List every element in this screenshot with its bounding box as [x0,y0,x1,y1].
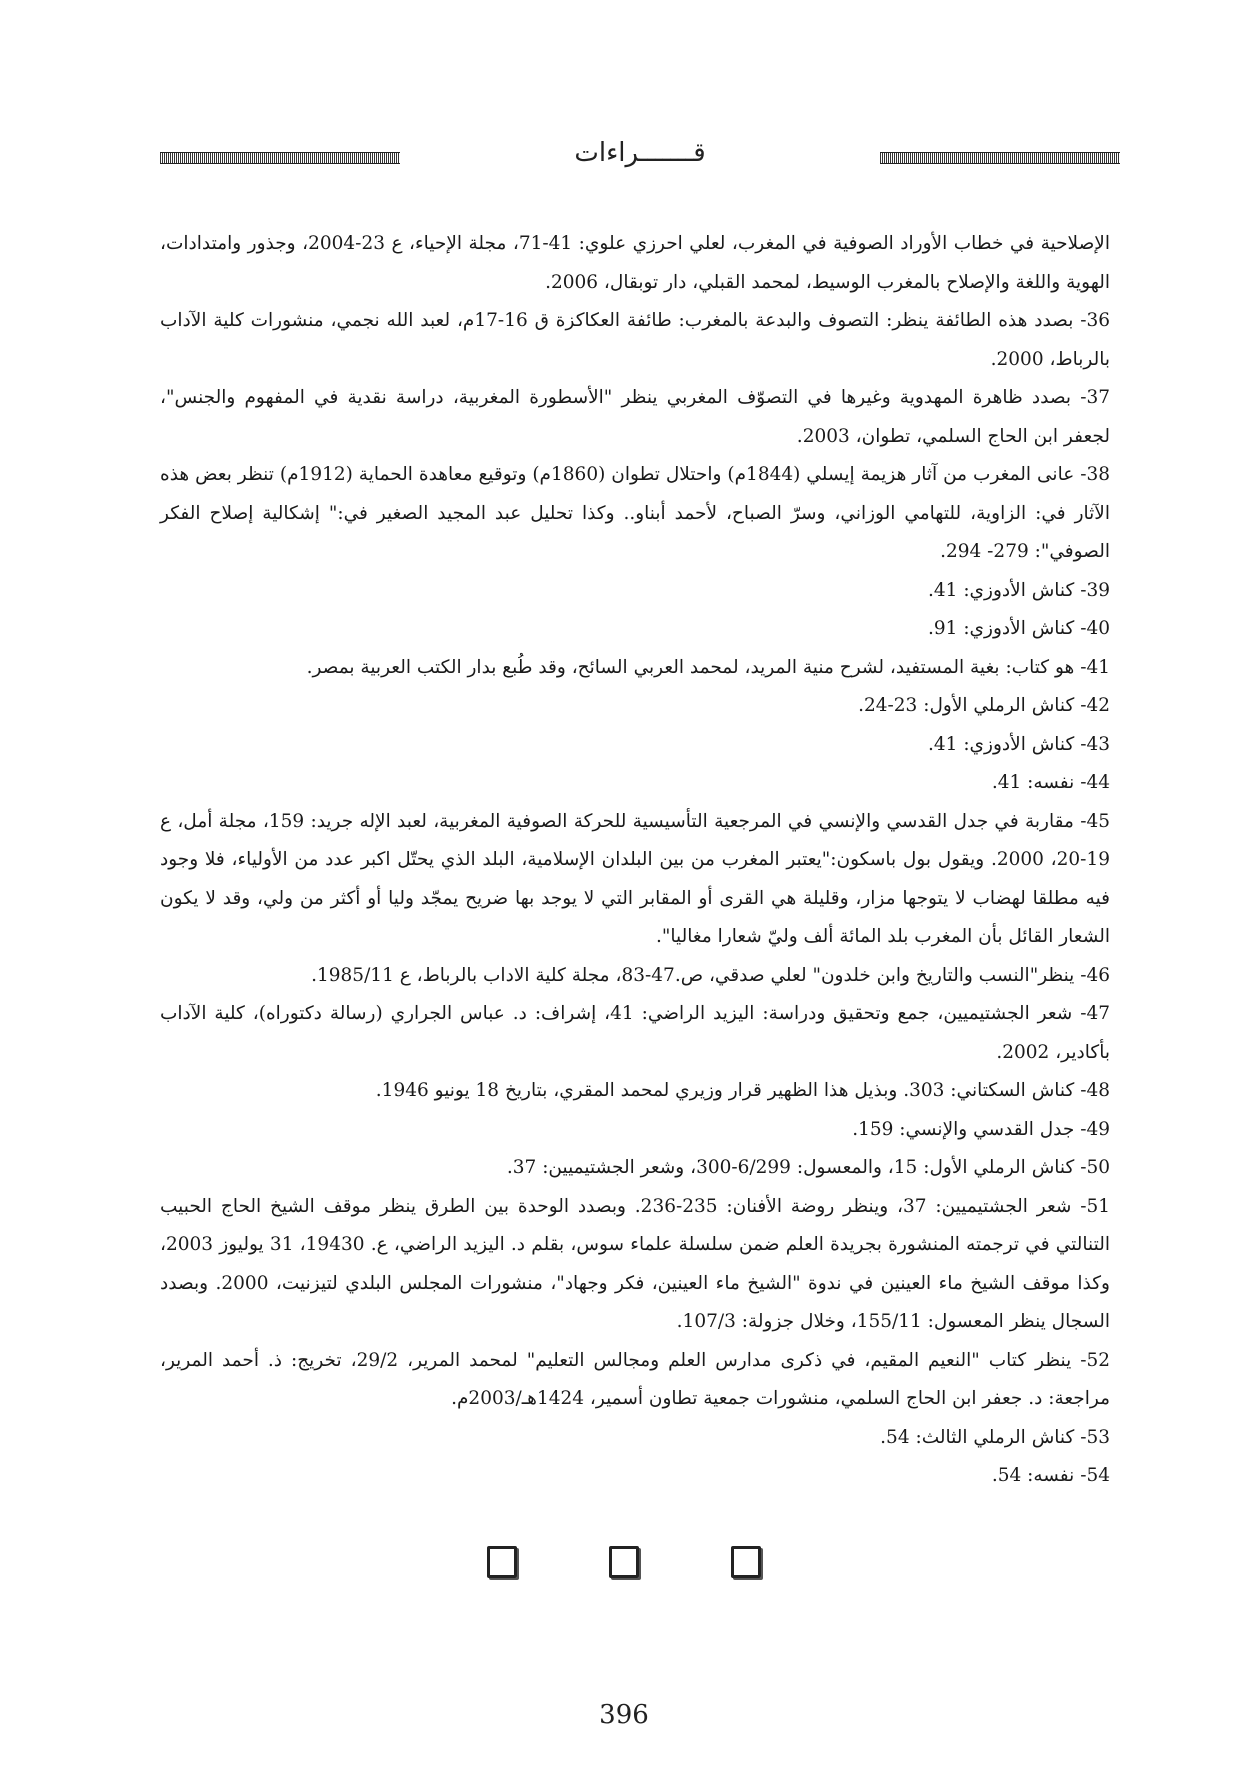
ornament-box-icon [731,1546,761,1578]
note-48: 48- كناش السكتاني: 303. وبذيل هذا الظهير قرار وزيري لمحمد المقري، بتاريخ 18 يونيو 1946. [375,1080,1110,1101]
page-number: 396 [599,1700,649,1730]
note-40: 40- كناش الأدوزي: 91. [928,618,1110,639]
note-49: 49- جدل القدسي والإنسي: 159. [852,1118,1110,1140]
note-44: 44- نفسه: 41. [991,772,1110,793]
note-43: 43- كناش الأدوزي: 41. [928,733,1110,755]
note-36: 36- بصدد هذه الطائفة ينظر: التصوف والبدعة بالمغرب: طائفة العكاكزة ق 16-17م، لعبد الله نجمي، منشورات كلية الآداب بالرباط، 2000. [160,310,1110,370]
note-35-continuation: الإصلاحية في خطاب الأوراد الصوفية في المغرب، لعلي احرزي علوي: 41-71، مجلة الإحياء، ع 23-2004، وجذور وامتدادات، الهوية واللغة والإصلاح بالمغرب الوسيط، لمحمد القبلي، دار توبقال، 2006. [160,233,1110,293]
note-39: 39- كناش الأدوزي: 41. [928,579,1110,601]
note-54: 54- نفسه: 54. [991,1465,1110,1486]
note-47: 47- شعر الجشتيميين، جمع وتحقيق ودراسة: اليزيد الراضي: 41، إشراف: د. عباس الجراري (رسالة دكتوراه)، كلية الآداب بأكادير، 2002. [160,1003,1110,1063]
section-ornaments [0,1546,1248,1578]
note-38: 38- عانى المغرب من آثار هزيمة إيسلي (1844م) واحتلال تطوان (1860م) وتوقيع معاهدة الحماية (1912م) تنظر بعض هذه الآثار في: الزاوية، للتهامي الوزاني، وسرّ الصباح، لأحمد أبناو.. وكذا تحليل عبد المجيد الصغير في:" إشكالية إصلاح الفكر الصوفي": 279- 294. [160,464,1111,562]
running-header [160,138,1120,188]
note-41: 41- هو كتاب: بغية المستفيد، لشرح منية المريد، لمحمد العربي السائح، وقد طُبع بدار الكتب العربية بمصر. [306,656,1110,678]
ornament-box-icon [609,1546,639,1578]
header-rule-right [880,152,1120,164]
note-51: 51- شعر الجشتيميين: 37، وينظر روضة الأفنان: 235-236. وبصدد الوحدة بين الطرق ينظر موقف الشيخ الحاج الحبيب التنالتي في ترجمته المنشورة بجريدة العلم ضمن سلسلة علماء سوس، بقلم د. اليزيد الراضي، ع. 19430، 31 يوليوز 2003، وكذا موقف الشيخ ماء العينين في ندوة "الشيخ ماء العينين، فكر وجهاد"، منشورات المجلس البلدي لتيزنيت، 2000. وبصدد السجال ينظر المعسول: 155/11، وخلال جزولة: 107/3. [160,1195,1111,1332]
ornament-box-icon [487,1546,517,1578]
note-50: 50- كناش الرملي الأول: 15، والمعسول: 6/299-300، وشعر الجشتيميين: 37. [506,1157,1110,1178]
note-37: 37- بصدد ظاهرة المهدوية وغيرها في التصوّف المغربي ينظر "الأسطورة المغربية، دراسة نقدية في المفهوم والجنس"، لجعفر ابن الحاج السلمي، تطوان، 2003. [160,387,1110,447]
note-53: 53- كناش الرملي الثالث: 54. [880,1426,1110,1448]
note-46: 46- ينظر"النسب والتاريخ وابن خلدون" لعلي صدقي، ص.47-83، مجلة كلية الاداب بالرباط، ع 1985/11. [311,964,1110,986]
note-45: 45- مقاربة في جدل القدسي والإنسي في المرجعية التأسيسية للحركة الصوفية المغربية، لعبد الإله جريد: 159، مجلة أمل، ع 19-20، 2000. ويقول بول باسكون:"يعتبر المغرب من بين البلدان الإسلامية، البلد الذي يحتّل اكبر عدد من الأولياء، فلا وجود فيه مطلقا لهضاب لا يتوجها مزار، وقليلة هي القرى أو المقابر التي لا يوجد بها ضريح يمجّد وليا أو أكثر من ولي، وقد لا يكون الشعار القائل بأن المغرب بلد المائة ألف وليّ شعارا مغاليا". [160,810,1110,947]
endnotes-list [160,225,1110,1496]
header-title: قـــــــراءات [574,138,706,168]
note-52: 52- ينظر كتاب "النعيم المقيم، في ذكرى مدارس العلم ومجالس التعليم" لمحمد المرير، 29/2، تخريج: ذ. أحمد المرير، مراجعة: د. جعفر ابن الحاج السلمي، منشورات جمعية تطاون أسمير، 1424هـ/2003م. [160,1349,1110,1409]
note-42: 42- كناش الرملي الأول: 23-24. [858,695,1110,716]
